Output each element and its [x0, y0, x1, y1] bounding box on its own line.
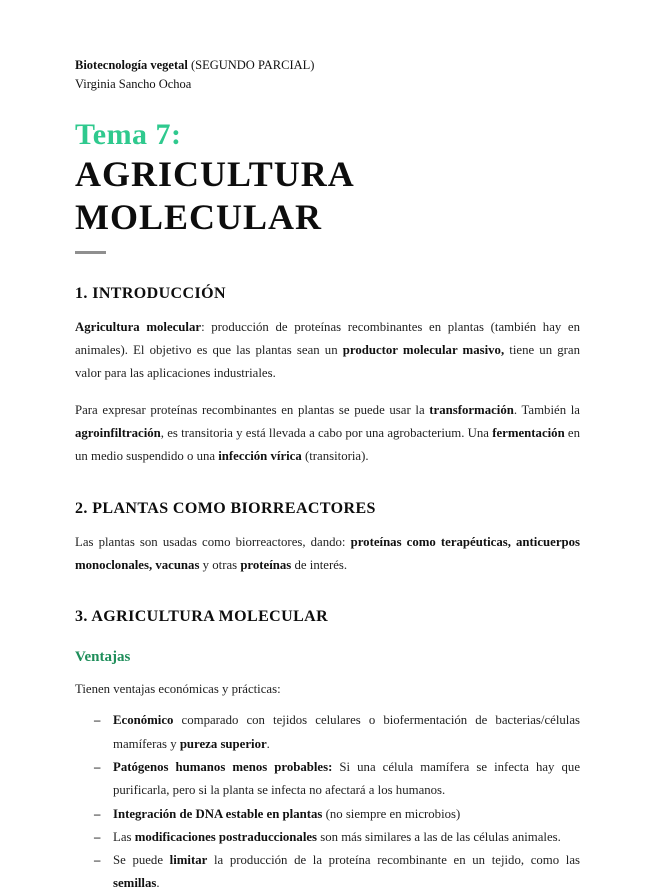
document-header [75, 56, 580, 94]
list-item-text: Patógenos humanos menos probables: Si una célula mamífera se infecta hay que purificarla, pero si la planta se infecta no afectará a los humanos. [113, 759, 580, 798]
title-divider [75, 251, 106, 254]
list-item-text: Integración de DNA estable en plantas (no siempre en microbios) [113, 806, 461, 821]
list-item [75, 849, 580, 896]
list-item [75, 803, 580, 826]
paragraph-biorreactores: Las plantas son usadas como biorreactores, dando: proteínas como terapéuticas, anticuerpos monoclonales, vacunas y otras proteínas de interés. [75, 534, 581, 572]
paragraph-intro-1: Agricultura molecular: producción de proteínas recombinantes en plantas (también hay en animales). El objetivo es que las plantas sean un productor molecular masivo, tiene un gran valor para las aplicaciones industriales. [75, 319, 580, 381]
subheading-ventajas: Ventajas [75, 649, 131, 666]
section-heading-introduccion: 1. INTRODUCCIÓN [75, 284, 226, 302]
paragraph-intro-2: Para expresar proteínas recombinantes en plantas se puede usar la transformación. También la agroinfiltración, es transitoria y está llevada a cabo por una agrobacterium. Una fermentación en un medio suspendido o una infección vírica (transitoria). [75, 402, 581, 464]
section-heading-biorreactores: 2. PLANTAS COMO BIORREACTORES [75, 499, 376, 517]
doc-title-main: AGRICULTURA MOLECULAR [75, 154, 353, 238]
list-item-text: Se puede limitar la producción de la proteína recombinante en un tejido, como las semillas. [113, 853, 580, 891]
bullet-dash: – [94, 806, 101, 821]
list-item-text: Las modificaciones postraduccionales son más similares a las de las células animales. [113, 829, 561, 844]
bullet-dash: – [94, 853, 101, 868]
list-item [75, 756, 580, 803]
list-item [75, 709, 580, 756]
paragraph-ventajas-lead: Tienen ventajas económicas y prácticas: [75, 682, 281, 697]
section-heading-agricultura-molecular: 3. AGRICULTURA MOLECULAR [75, 608, 329, 626]
bullet-dash: – [94, 829, 101, 844]
list-item-text: Económico comparado con tejidos celulares o biofermentación de bacterias/células mamíferas y pureza superior. [113, 713, 580, 751]
author-name: Virginia Sancho Ochoa [75, 76, 192, 91]
course-title: Biotecnología vegetal (SEGUNDO PARCIAL) [75, 58, 315, 72]
advantages-list [75, 709, 580, 895]
bullet-dash: – [94, 713, 101, 728]
doc-title-accent: Tema 7: [75, 117, 182, 151]
list-item [75, 826, 580, 849]
bullet-dash: – [94, 759, 101, 774]
